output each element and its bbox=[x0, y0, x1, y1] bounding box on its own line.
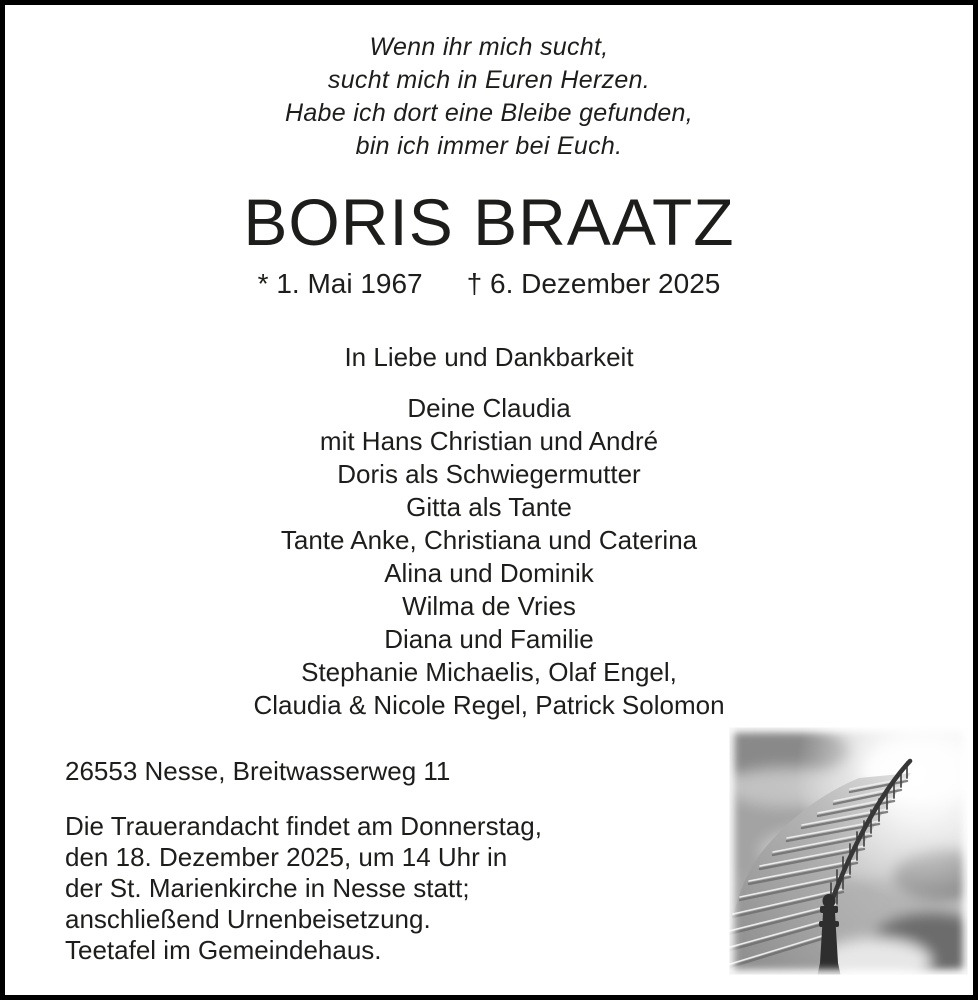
funeral-line: Teetafel im Gemeindehaus. bbox=[65, 935, 382, 965]
mourner-line: Gitta als Tante bbox=[406, 492, 572, 522]
mourner-line: Doris als Schwiegermutter bbox=[337, 459, 641, 489]
stairway-illustration bbox=[727, 725, 970, 977]
funeral-line: den 18. Dezember 2025, um 14 Uhr in bbox=[65, 842, 508, 872]
funeral-line: Die Trauerandacht findet am Donnerstag, bbox=[65, 811, 542, 841]
poem-line: Habe ich dort eine Bleibe gefunden, bbox=[284, 99, 693, 127]
deceased-name: BORIS BRAATZ bbox=[243, 185, 735, 259]
mourner-line: Diana und Familie bbox=[384, 624, 594, 654]
birth-date: * 1. Mai 1967 bbox=[257, 268, 423, 299]
memorial-poem bbox=[5, 31, 973, 163]
mourners-list bbox=[5, 392, 973, 722]
poem-line: Wenn ihr mich sucht, bbox=[369, 33, 609, 61]
death-date: † 6. Dezember 2025 bbox=[466, 268, 721, 299]
mourner-line: Claudia & Nicole Regel, Patrick Solomon bbox=[253, 690, 725, 720]
life-dates bbox=[5, 266, 973, 302]
funeral-line: anschließend Urnenbeisetzung. bbox=[65, 904, 431, 934]
poem-line: sucht mich in Euren Herzen. bbox=[327, 66, 651, 94]
funeral-details bbox=[65, 811, 685, 966]
stairway-to-heaven-image bbox=[727, 725, 970, 977]
mourner-line: Tante Anke, Christiana und Caterina bbox=[280, 525, 698, 555]
funeral-line: der St. Marienkirche in Nesse statt; bbox=[65, 873, 470, 903]
mourner-line: Stephanie Michaelis, Olaf Engel, bbox=[301, 657, 677, 687]
mourner-line: Alina und Dominik bbox=[384, 558, 594, 588]
mourner-line: Wilma de Vries bbox=[402, 591, 576, 621]
address-line: 26553 Nesse, Breitwasserweg 11 bbox=[65, 756, 451, 786]
poem-line: bin ich immer bei Euch. bbox=[355, 132, 623, 160]
dedication-line: In Liebe und Dankbarkeit bbox=[344, 342, 634, 372]
mourner-line: mit Hans Christian und André bbox=[319, 426, 659, 456]
mourner-line: Deine Claudia bbox=[407, 393, 571, 423]
